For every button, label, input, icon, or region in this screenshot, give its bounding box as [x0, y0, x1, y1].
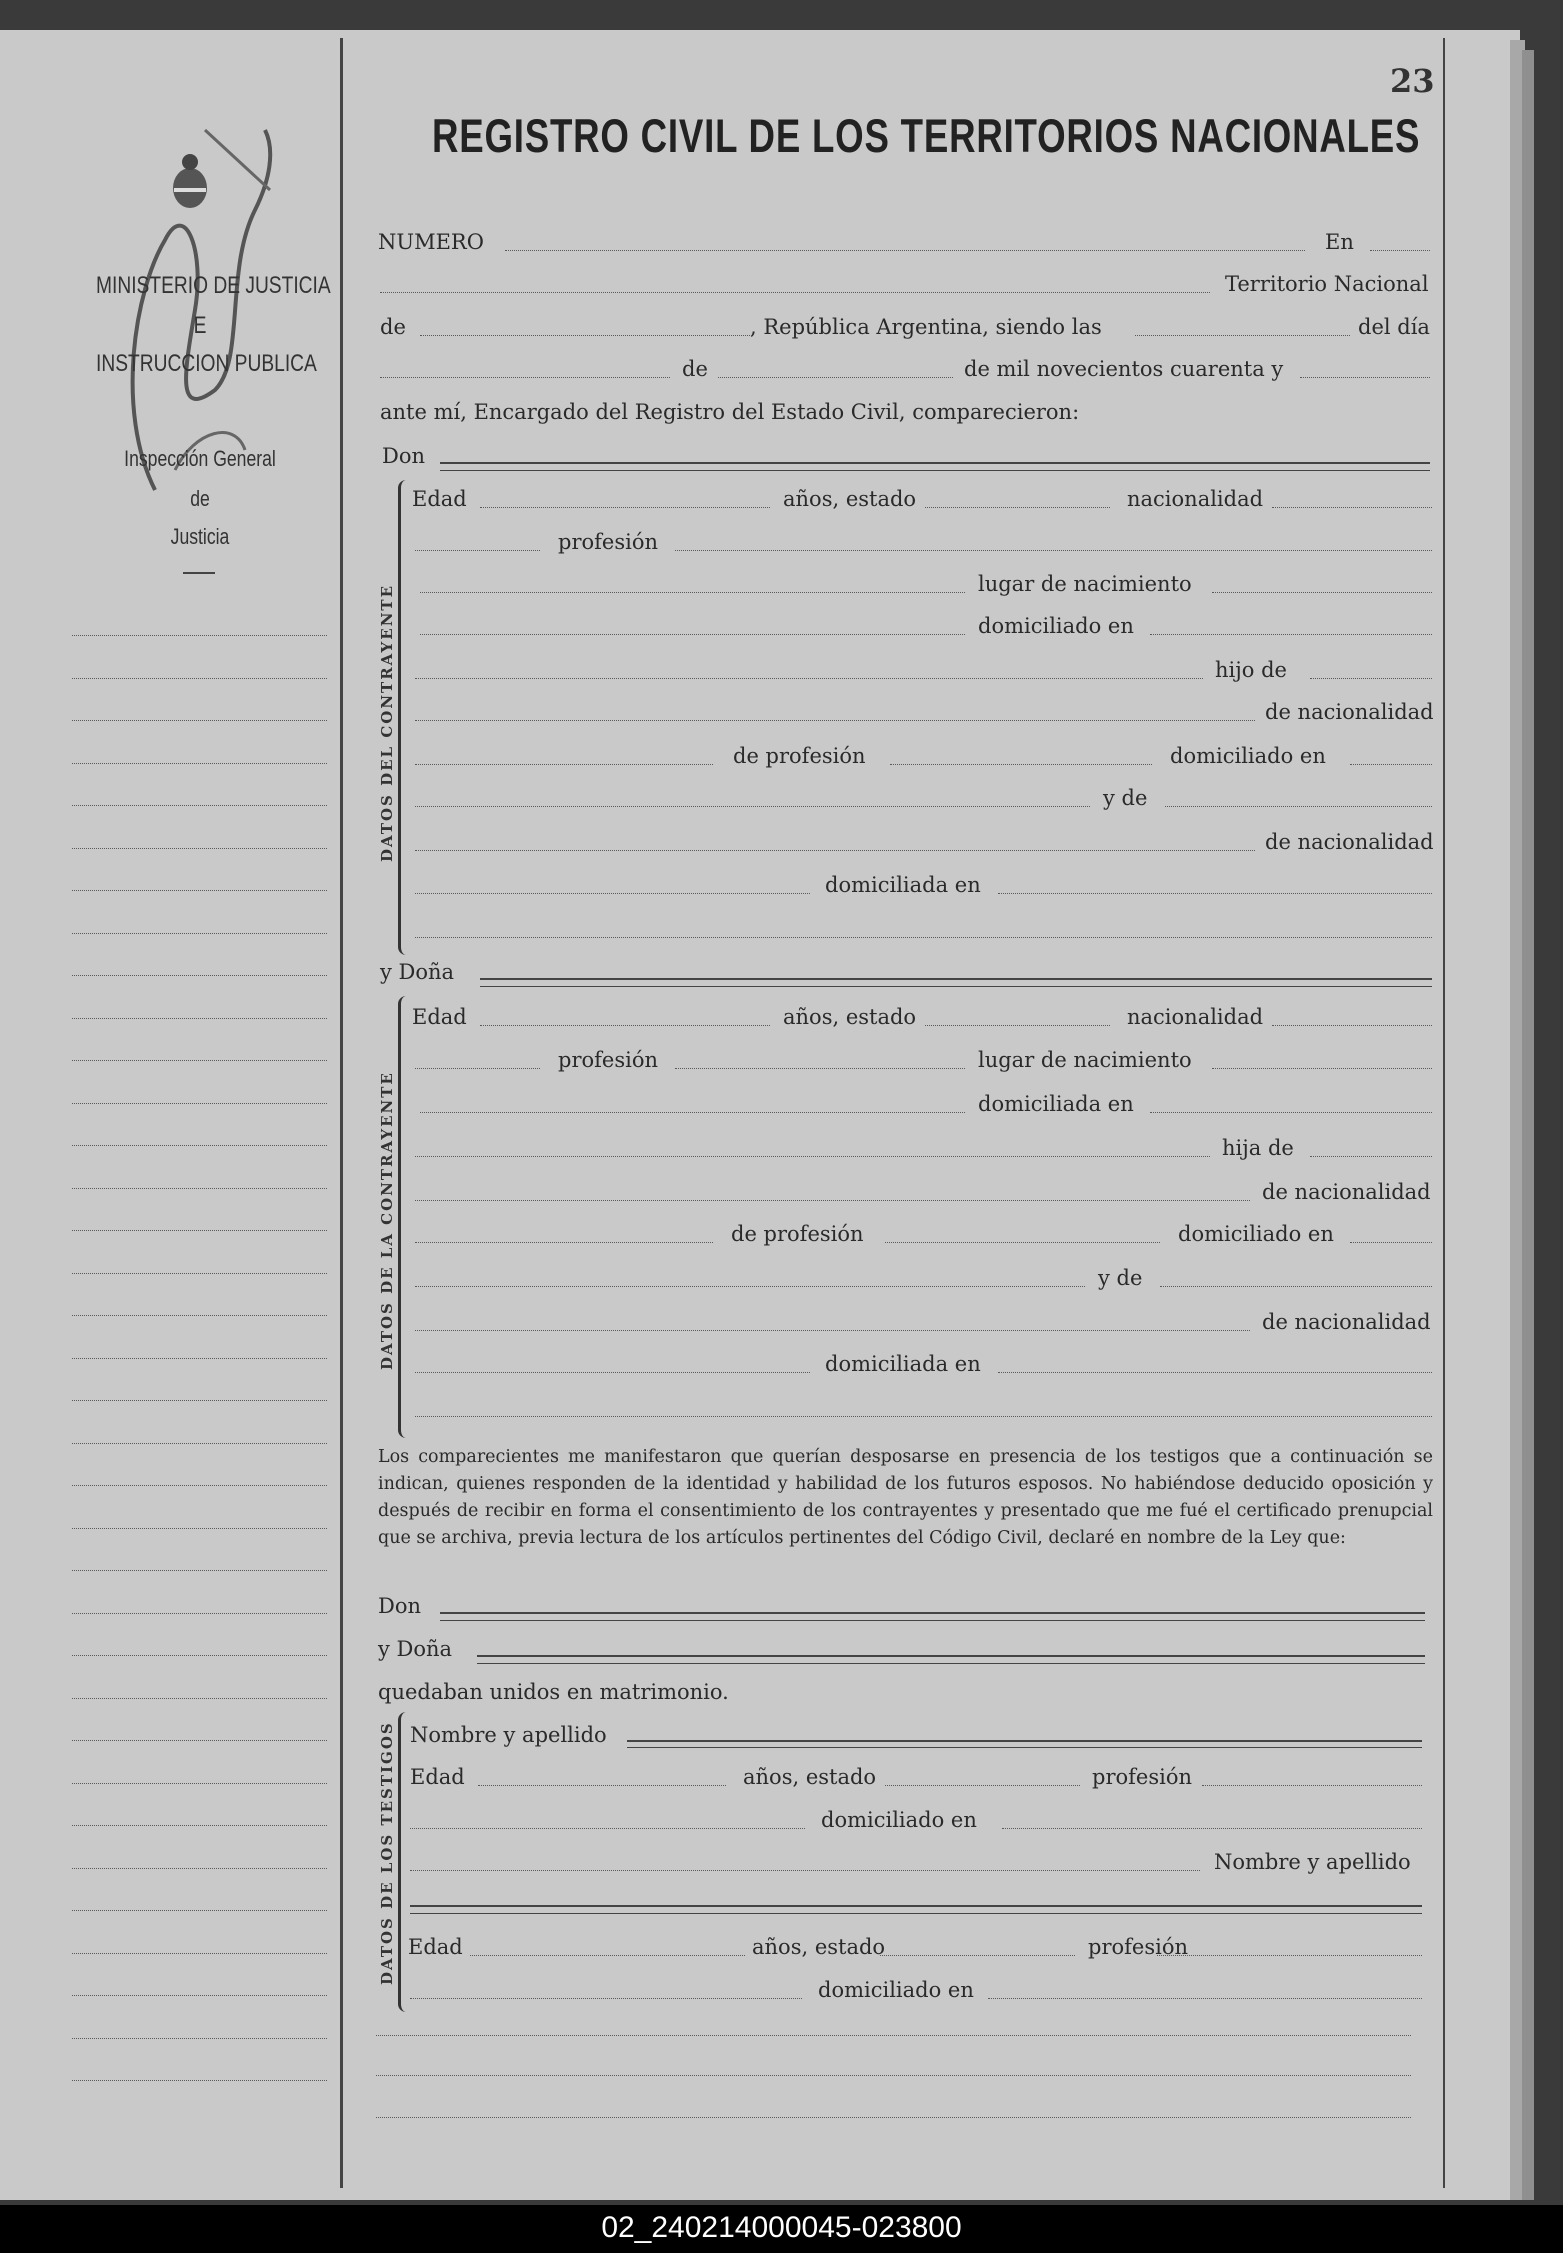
c-y-de-label: y de [1103, 786, 1148, 810]
t2-profesion-line[interactable] [1157, 1955, 1422, 1956]
margin-ruled-line[interactable] [72, 890, 327, 891]
t1-nombre-label: Nombre y apellido [410, 1723, 607, 1747]
margin-ruled-line[interactable] [72, 1613, 327, 1614]
margin-ruled-line[interactable] [72, 1910, 327, 1911]
contrayente-brace [398, 480, 413, 955]
margin-ruled-line[interactable] [72, 1188, 327, 1189]
f-edad-label: Edad [412, 1005, 467, 1029]
f-lugar-label: lugar de nacimiento [978, 1048, 1192, 1072]
margin-ruled-line[interactable] [72, 1060, 327, 1061]
c-dom-pre-line[interactable] [420, 634, 965, 635]
f-domiciliada2-line[interactable] [998, 1372, 1432, 1373]
margin-ruled-line[interactable] [72, 1315, 327, 1316]
c-nacionalidad-line[interactable] [1272, 507, 1432, 508]
f-estado-line[interactable] [925, 1025, 1110, 1026]
margin-ruled-line[interactable] [72, 720, 327, 721]
ministry-line3: INSTRUCCION PUBLICA [96, 350, 317, 377]
ministry-sub3: Justicia [170, 524, 230, 549]
margin-ruled-line[interactable] [72, 1230, 327, 1231]
ministry-line1: MINISTERIO DE JUSTICIA [96, 272, 331, 299]
don-line[interactable] [440, 462, 1430, 464]
margin-ruled-line[interactable] [72, 1528, 327, 1529]
territorio-label: Territorio Nacional [1225, 272, 1429, 296]
t2-pre-line[interactable] [410, 1870, 1200, 1871]
t2-nombre-line[interactable] [410, 1905, 1422, 1907]
f-hija-pre-line[interactable] [415, 1156, 1210, 1157]
c-edad-line[interactable] [480, 507, 770, 508]
margin-ruled-line[interactable] [72, 1443, 327, 1444]
dona-line-b [480, 986, 1432, 987]
right-rule [1443, 38, 1445, 2188]
f-nacionalidad-label: nacionalidad [1127, 1005, 1264, 1029]
f-de-nacionalidad-label: de nacionalidad [1262, 1180, 1431, 1204]
f-profesion-label: profesión [558, 1048, 658, 1072]
f-dom-pre-line[interactable] [420, 1112, 965, 1113]
c-domiciliada-pre-line[interactable] [415, 893, 810, 894]
t1-estado-line[interactable] [885, 1785, 1080, 1786]
t2-dom-pre-line[interactable] [410, 1998, 802, 1999]
c-edad-label: Edad [412, 487, 467, 511]
c-profesion-label: profesión [558, 530, 658, 554]
c-nacionalidad-label: nacionalidad [1127, 487, 1264, 511]
c-lugar-label: lugar de nacimiento [978, 572, 1192, 596]
f-de-nacionalidad2-label: de nacionalidad [1262, 1310, 1431, 1334]
en-line[interactable] [1370, 250, 1430, 251]
f-de-profesion-line[interactable] [885, 1242, 1160, 1243]
f-lugar-line[interactable] [1212, 1068, 1432, 1069]
ministry-sub1: Inspección General [124, 446, 276, 471]
margin-ruled-line[interactable] [72, 1400, 327, 1401]
dia-line[interactable] [380, 377, 670, 378]
c-domiciliado-label: domiciliado en [978, 614, 1134, 638]
c-lugar-line[interactable] [1212, 592, 1432, 593]
f-hija-line[interactable] [1310, 1156, 1432, 1157]
f-domiciliada2-pre-line[interactable] [415, 1372, 810, 1373]
union-dona-line-b [477, 1663, 1425, 1664]
margin-rule [340, 38, 343, 2188]
ministry-dash [183, 572, 215, 574]
c-lugar-pre-line[interactable] [420, 592, 965, 593]
contrayenta-brace [398, 996, 413, 1438]
margin-ruled-line[interactable] [72, 1018, 327, 1019]
don-line-b [440, 470, 1430, 471]
c-domiciliado2-label: domiciliado en [1170, 744, 1326, 768]
c-domiciliada-label: domiciliada en [825, 873, 981, 897]
f-prof-pre-line[interactable] [415, 1068, 540, 1069]
margin-ruled-line[interactable] [72, 1570, 327, 1571]
bottom-ruled-line[interactable] [376, 2035, 1411, 2036]
f-domiciliada2-label: domiciliada en [825, 1352, 981, 1376]
f-domiciliado-label: domiciliado en [1178, 1222, 1334, 1246]
margin-ruled-line[interactable] [72, 635, 327, 636]
ministry-sub2: de [190, 486, 210, 511]
margin-ruled-line[interactable] [72, 933, 327, 934]
c-estado-line[interactable] [925, 507, 1110, 508]
c-domiciliada-line[interactable] [998, 893, 1432, 894]
del-dia-label: del día [1358, 315, 1430, 339]
c-yde-pre-line[interactable] [415, 806, 1090, 807]
margin-ruled-line[interactable] [72, 1655, 327, 1656]
f-edad-line[interactable] [480, 1025, 770, 1026]
t2-nombre-line-b [410, 1913, 1422, 1914]
margin-ruled-line[interactable] [72, 1995, 327, 1996]
c-estado-label: años, estado [783, 487, 917, 511]
margin-ruled-line[interactable] [72, 1825, 327, 1826]
f-nacionalidad-line[interactable] [1272, 1025, 1432, 1026]
republica-label: , República Argentina, siendo las [750, 315, 1102, 339]
de2-label: de [682, 357, 708, 381]
f-nac2-pre-line[interactable] [415, 1200, 1250, 1201]
t1-domiciliado-line[interactable] [1002, 1828, 1422, 1829]
c-de-profesion-line[interactable] [890, 764, 1152, 765]
f-extra-line[interactable] [415, 1416, 1432, 1417]
c-de-profesion-label: de profesión [733, 744, 866, 768]
f-y-de-line[interactable] [1160, 1286, 1432, 1287]
c-hijo-label: hijo de [1215, 658, 1287, 682]
numero-label: NUMERO [378, 230, 484, 254]
c-de-nacionalidad-label: de nacionalidad [1265, 700, 1434, 724]
numero-line[interactable] [505, 250, 1305, 251]
t2-edad-label: Edad [408, 1935, 463, 1959]
c-de-nacionalidad2-label: de nacionalidad [1265, 830, 1434, 854]
t1-profesion-line[interactable] [1202, 1785, 1422, 1786]
c-nac2-pre-line[interactable] [415, 720, 1255, 721]
c-domiciliado2-line[interactable] [1350, 764, 1432, 765]
c-prof2-pre-line[interactable] [415, 764, 713, 765]
f-estado-label: años, estado [783, 1005, 917, 1029]
t2-nombre-label: Nombre y apellido [1214, 1850, 1411, 1874]
mes-line[interactable] [718, 377, 953, 378]
f-nac3-pre-line[interactable] [415, 1330, 1250, 1331]
page-edge-shadow [1522, 50, 1534, 2200]
t1-profesion-label: profesión [1092, 1765, 1192, 1789]
margin-ruled-line[interactable] [72, 1273, 327, 1274]
margin-ruled-line[interactable] [72, 1783, 327, 1784]
t2-estado-label: años, estado [752, 1935, 886, 1959]
union-don-line-b [440, 1620, 1425, 1621]
margin-ruled-line[interactable] [72, 1145, 327, 1146]
c-hijo-line[interactable] [1310, 678, 1432, 679]
t1-domiciliado-label: domiciliado en [821, 1808, 977, 1832]
f-y-de-label: y de [1098, 1266, 1143, 1290]
union-don-label: Don [378, 1594, 422, 1618]
margin-ruled-line[interactable] [72, 678, 327, 679]
margin-ruled-line[interactable] [72, 848, 327, 849]
image-caption: 02_240214000045-023800 [0, 2205, 1563, 2253]
c-y-de-line[interactable] [1165, 806, 1432, 807]
margin-ruled-line[interactable] [72, 2080, 327, 2081]
anio-line[interactable] [1300, 377, 1430, 378]
t2-estado-line[interactable] [880, 1955, 1075, 1956]
testigos-brace [398, 1712, 413, 2012]
contrayenta-side-label: DATOS DE LA CONTRAYENTE [378, 1071, 396, 1370]
f-yde-pre-line[interactable] [415, 1286, 1085, 1287]
margin-ruled-line[interactable] [72, 1103, 327, 1104]
de-label: de [380, 315, 406, 339]
union-don-line[interactable] [440, 1612, 1425, 1614]
page-number: 23 [1390, 62, 1435, 100]
t1-estado-label: años, estado [743, 1765, 877, 1789]
f-profesion-line[interactable] [675, 1068, 965, 1069]
margin-ruled-line[interactable] [72, 805, 327, 806]
dona-label: y Doña [380, 960, 455, 984]
margin-ruled-line[interactable] [72, 1698, 327, 1699]
dona-line[interactable] [480, 978, 1432, 980]
t1-dom-pre-line[interactable] [410, 1828, 805, 1829]
margin-ruled-line[interactable] [72, 975, 327, 976]
contrayente-side-label: DATOS DEL CONTRAYENTE [378, 583, 396, 862]
t2-edad-line[interactable] [470, 1955, 745, 1956]
c-profesion-line[interactable] [675, 550, 1432, 551]
bottom-ruled-line[interactable] [376, 2075, 1411, 2076]
t1-nombre-line-b [627, 1747, 1422, 1748]
hora-line[interactable] [1135, 335, 1350, 336]
t1-edad-label: Edad [410, 1765, 465, 1789]
union-dona-label: y Doña [378, 1637, 453, 1661]
margin-ruled-line[interactable] [72, 1953, 327, 1954]
margin-ruled-line[interactable] [72, 1358, 327, 1359]
f-domiciliada-line[interactable] [1150, 1112, 1432, 1113]
t2-domiciliado-line[interactable] [988, 1998, 1422, 1999]
quedaban-label: quedaban unidos en matrimonio. [378, 1680, 729, 1704]
margin-ruled-line[interactable] [72, 1740, 327, 1741]
ministry-line2: E [193, 312, 207, 339]
header-line-2[interactable] [380, 292, 1210, 293]
f-de-profesion-label: de profesión [731, 1222, 864, 1246]
f-prof2-pre-line[interactable] [415, 1242, 713, 1243]
declaration-paragraph: Los comparecientes me manifestaron que querían desposarse en presencia de los testigos que a continuación se indican, quienes responden de la identidad y habilidad de los futuros esposos. No habiéndose deducido oposición y después de recibir en forma el consentimiento de los contrayentes y presentado que me fué el certificado prenupcial que se archiva, previa lectura de los artículos pertinentes del Código Civil, declaré en nombre de la Ley que: [378, 1447, 1433, 1548]
margin-ruled-line[interactable] [72, 763, 327, 764]
f-domiciliada-label: domiciliada en [978, 1092, 1134, 1116]
don-label: Don [382, 444, 426, 468]
c-hijo-pre-line[interactable] [415, 678, 1203, 679]
form-title: REGISTRO CIVIL DE LOS TERRITORIOS NACIONALES [432, 109, 1421, 162]
f-hija-label: hija de [1222, 1136, 1294, 1160]
mil-label: de mil novecientos cuarenta y [964, 357, 1284, 381]
t2-profesion-label: profesión [1088, 1935, 1188, 1959]
f-domiciliado-line[interactable] [1350, 1242, 1432, 1243]
t1-nombre-line[interactable] [627, 1740, 1422, 1742]
bottom-ruled-line[interactable] [376, 2117, 1411, 2118]
margin-ruled-line[interactable] [72, 1868, 327, 1869]
t1-edad-line[interactable] [478, 1785, 726, 1786]
ante-label: ante mí, Encargado del Registro del Estado Civil, comparecieron: [380, 400, 1080, 424]
margin-ruled-line[interactable] [72, 2038, 327, 2039]
union-dona-line[interactable] [477, 1655, 1425, 1657]
c-nac3-pre-line[interactable] [415, 850, 1255, 851]
c-prof-pre-line[interactable] [415, 550, 540, 551]
t2-domiciliado-label: domiciliado en [818, 1978, 974, 2002]
margin-ruled-line[interactable] [72, 1485, 327, 1486]
c-domiciliado-line[interactable] [1150, 634, 1432, 635]
c-extra-line[interactable] [415, 937, 1432, 938]
de-line[interactable] [420, 335, 750, 336]
testigos-side-label: DATOS DE LOS TESTIGOS [378, 1721, 396, 1985]
en-label: En [1325, 230, 1354, 254]
